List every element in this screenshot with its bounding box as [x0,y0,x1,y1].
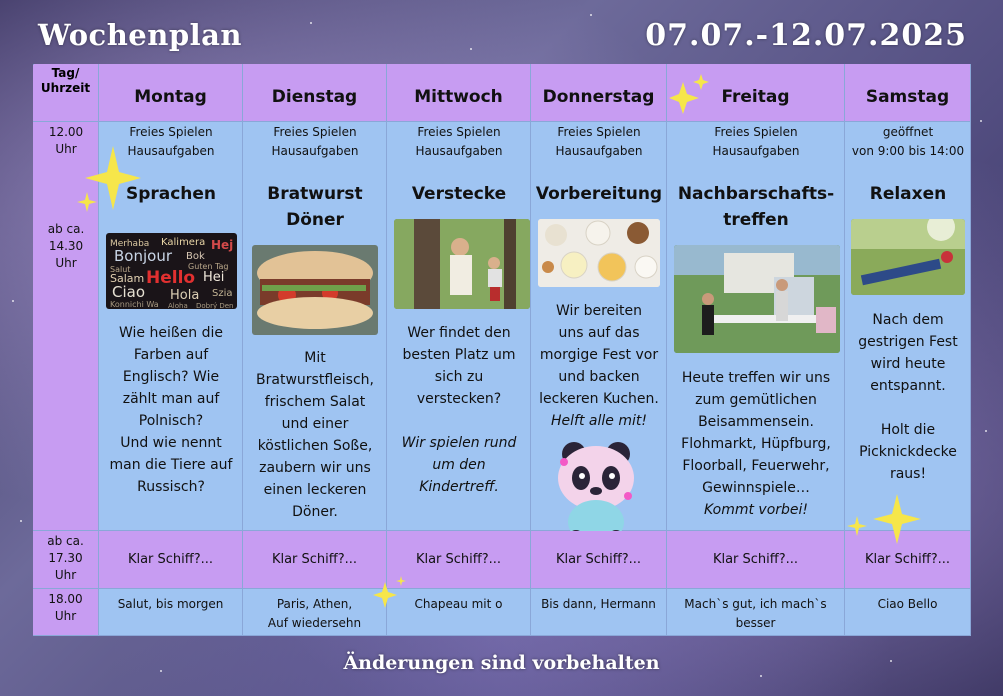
word-cloud-word: Dobrý Den [196,302,234,309]
word-cloud-word: Ciao [112,283,146,301]
noon-activity-monday: Freies Spielen Hausaufgaben [127,125,215,158]
sparkle-star-icon [845,488,923,546]
day-header-friday: Freitag [667,64,845,122]
word-cloud-word: Bonjour [114,247,172,265]
word-cloud-word: Konnichi Wa [110,300,159,309]
topic-friday: Nachbarschafts- treffen [677,184,835,230]
changes-reserved-note: Änderungen sind vorbehalten [343,652,660,674]
word-cloud-word: Hola [170,288,200,303]
evening-tuesday: Klar Schiff?... [243,531,387,589]
relaxing-image [851,219,965,295]
word-cloud-word: Bok [186,251,205,262]
day-header-thursday: Donnerstag [531,64,667,122]
topic-wednesday: Verstecke [411,184,507,204]
description-monday: Wie heißen die Farben auf Englisch? Wie zählt man auf Polnisch? Und wie nennt man die Tiere auf Russisch? [109,325,233,495]
goodbye-cell-monday: Salut, bis morgen [99,589,243,636]
language-word-cloud-image [106,233,237,309]
goodbye-cell-friday: Mach`s gut, ich mach`s besser [667,589,845,636]
evening-friday: Klar Schiff?... [667,531,845,589]
noon-activity-friday: Freies Spielen Hausaufgaben [712,125,800,158]
doner-image [252,245,378,335]
topic-monday: Sprachen [125,184,217,204]
time-cell-evening: ab ca. 17.30 Uhr [33,531,99,589]
word-cloud-word: Guten Tag [188,262,229,271]
evening-wednesday: Klar Schiff?... [387,531,531,589]
topic-thursday: Vorbereitung [535,184,663,204]
neighborhood-fest-image [674,245,840,353]
word-cloud-word: Hei [203,270,225,285]
sparkle-star-icon [73,144,143,224]
day-header-saturday: Samstag [845,64,971,122]
word-cloud-word: Szia [212,288,233,299]
description-thursday: Wir bereiten uns auf das morgige Fest vor und backen leckeren Kuchen. Helft alle mit! [539,303,659,429]
corner-header [33,64,99,122]
corner-label-day: Tag/ [51,66,80,80]
evening-monday: Klar Schiff?... [99,531,243,589]
word-cloud-word: Salam [110,272,145,285]
noon-activity-saturday: geöffnet von 9:00 bis 14:00 [851,125,965,158]
corner-label-time: Uhrzeit [40,81,91,95]
goodbye-cell-thursday: Bis dann, Hermann [531,589,667,636]
page-title: Wochenplan [38,18,242,52]
goodbye-cell-wednesday: Chapeau mit o [387,589,531,636]
word-cloud-word: Hej [211,238,234,252]
baking-ingredients-image [538,219,660,287]
day-header-monday: Montag [99,64,243,122]
evening-saturday: Klar Schiff?... [845,531,971,589]
evening-thursday: Klar Schiff?... [531,531,667,589]
word-cloud-word: Merhaba [110,239,150,249]
time-label-noon: 12.00 Uhr [48,125,84,156]
sparkle-star-icon [371,576,411,610]
weekly-plan-table [33,64,971,636]
hide-and-seek-image [394,219,530,309]
noon-activity-tuesday: Freies Spielen Hausaufgaben [271,125,359,158]
day-header-wednesday: Mittwoch [387,64,531,122]
description-tuesday: Mit Bratwurstfleisch, frischem Salat und einer köstlichen Soße, zaubern wir uns einen leckeren Döner. [256,350,374,520]
date-range: 07.07.-12.07.2025 [645,18,967,53]
day-header-tuesday: Dienstag [243,64,387,122]
noon-activity-wednesday: Freies Spielen Hausaufgaben [415,125,503,158]
goodbye-cell-saturday: Ciao Bello [845,589,971,636]
time-cell-closing: 18.00 Uhr [33,589,99,636]
word-cloud-word: Hello [146,268,196,288]
sparkle-star-icon [669,74,713,114]
word-cloud-word: Kalimera [161,237,206,248]
description-wednesday: Wer findet den besten Platz um sich zu verstecken? Wir spielen rund um den Kindertreff. [401,325,517,495]
topic-tuesday: Bratwurst Döner [267,184,363,230]
description-friday: Heute treffen wir uns zum gemütlichen Beisammensein. Flohmarkt, Hüpfburg, Floorball, Feuerwehr, Gewinnspiele… Kommt vorbei! [681,370,831,518]
word-cloud-word: Aloha [168,302,188,309]
goodbye-cell-tuesday: Paris, Athen, Auf wiedersehn [243,589,387,636]
time-label-afternoon: ab ca. 14.30 Uhr [47,222,85,270]
description-saturday: Nach dem gestrigen Fest wird heute entspannt. Holt die Picknickdecke raus! [858,312,958,482]
word-cloud-word: Salut [110,265,131,274]
topic-saturday: Relaxen [869,184,947,204]
noon-activity-thursday: Freies Spielen Hausaufgaben [555,125,643,158]
goodbye-monday [33,64,34,65]
